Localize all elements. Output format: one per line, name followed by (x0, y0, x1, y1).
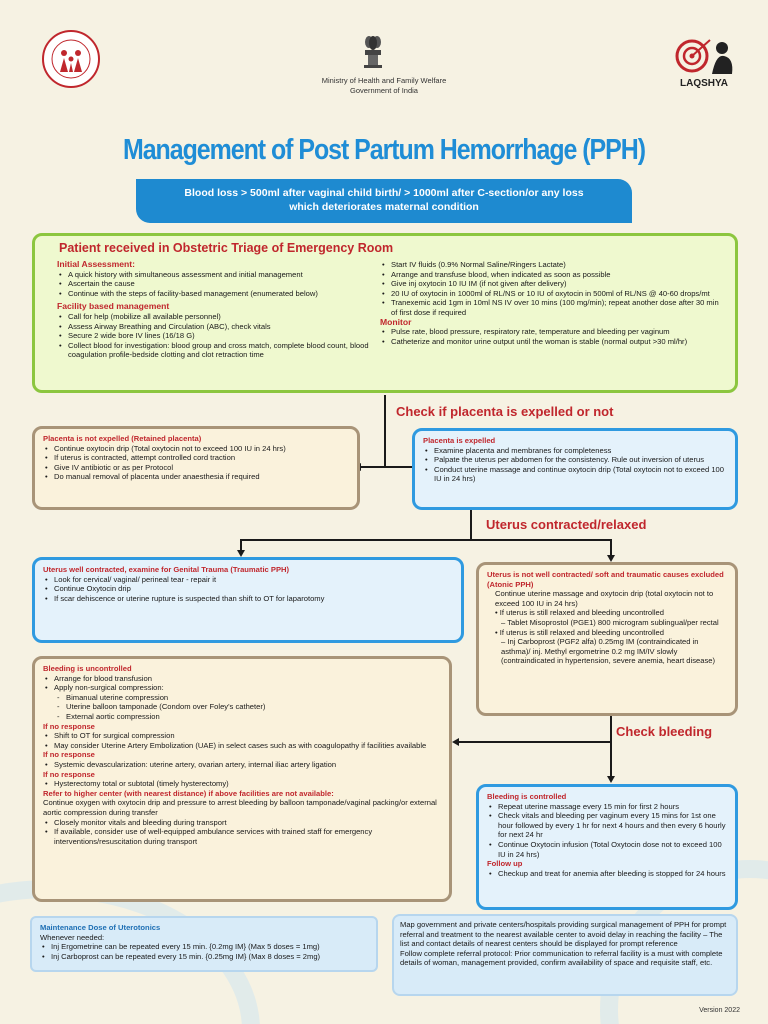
atonic-step: • If uterus is still relaxed and bleeding uncontrolled (495, 608, 664, 618)
refer-list (43, 818, 441, 847)
placenta-not-expelled-heading: Placenta is not expelled (Retained placenta) (43, 434, 202, 443)
list-item: • If uterus is contracted, attempt controlled cord traction (43, 453, 349, 463)
list-item: • Pulse rate, blood pressure, respiratory rate, temperature and bleeding per vaginum (380, 327, 720, 337)
list-item: • Inj Ergometrine can be repeated every 15 min. {0.2mg IM} (Max 5 doses = 1mg) (40, 942, 368, 952)
list-item: • Conduct uterine massage and continue oxytocin drip (Total oxytocin not to exceed 100 IU in 24 hrs) (423, 465, 727, 484)
flow-arrow (452, 738, 459, 746)
list-item: - Bimanual uterine compression (55, 693, 441, 703)
list-item: • Secure 2 wide bore IV lines (16/18 G) (57, 331, 377, 341)
bleeding-uncontrolled-box (32, 656, 452, 902)
flow-arrow (607, 776, 615, 783)
list-item: • Checkup and treat for anemia after bleeding is stopped for 24 hours (487, 869, 727, 879)
follow-up-heading: Follow up (487, 859, 523, 869)
atonic-pph-heading: Uterus is not well contracted/ soft and traumatic causes excluded (Atonic PPH) (487, 570, 724, 589)
laqshya-wordmark: LAQSHYA (680, 78, 728, 89)
list-item: • Collect blood for investigation: blood group and cross match, complete blood count, blood coagulation profile-bedside clotting and clot retraction time (57, 341, 377, 360)
traumatic-pph-heading: Uterus well contracted, examine for Genital Trauma (Traumatic PPH) (43, 565, 290, 574)
laqshya-logo (672, 36, 742, 92)
uterus-contracted-label: Uterus contracted/relaxed (486, 517, 647, 532)
page-title: Management of Post Partum Hemorrhage (PPH) (122, 134, 646, 166)
referral-note-para-1: Map government and private centers/hospitals providing surgical management of PPH for prompt referral and treatment to the nearest available center to avoid delay in reaching the facility – The list and contact details of nearest centers should be displayed for prompt reference (400, 920, 727, 949)
list-item: • Palpate the uterus per abdomen for the consistency. Rule out inversion of uterus (423, 455, 727, 465)
refer-text: Continue oxygen with oxytocin drip and pressure to arrest bleeding by balloon tamponade/vaginal packing/or external aortic compression during transfer (43, 798, 437, 817)
bleeding-controlled-box (476, 784, 738, 910)
list-item: • Continue Oxytocin infusion (Total Oxytocin dose not to exceed 100 IU in 24 hrs) (487, 840, 727, 859)
atonic-pph-box (476, 562, 738, 716)
placenta-expelled-list (423, 446, 727, 484)
list-item: • If available, consider use of well-equipped ambulance services with trained staff for emergency interventions/resuscitation during transport (43, 827, 441, 846)
atonic-step: Continue uterine massage and oxytocin drip (total oxytocin not to exceed 100 IU in 24 hrs) (495, 589, 714, 608)
list-item: - Uterine balloon tamponade (Condom over Foley's catheter) (55, 702, 441, 712)
national-emblem (362, 32, 384, 72)
list-item: • A quick history with simultaneous assessment and initial management (57, 270, 377, 280)
no-response-list-2 (43, 760, 441, 770)
ministry-line-1: Ministry of Health and Family Welfare (321, 76, 447, 85)
facility-management-heading: Facility based management (57, 301, 170, 312)
no-response-list-3 (43, 779, 441, 789)
monitor-heading: Monitor (380, 316, 412, 327)
list-item: • May consider Uterine Artery Embolization (UAE) in select cases such as with coagulopathy if facilities available (43, 741, 441, 751)
no-response-label: If no response (43, 721, 95, 731)
referral-note-box (392, 914, 738, 996)
version-label: Version 2022 (699, 1007, 740, 1014)
check-placenta-label: Check if placenta is expelled or not (396, 404, 614, 419)
list-item: • Inj Carboprost can be repeated every 15 min. {0.25mg IM} (Max 8 doses = 2mg) (40, 952, 368, 962)
maintenance-dose-box (30, 916, 378, 972)
flow-connector (470, 510, 472, 540)
placenta-not-expelled-box (32, 426, 360, 510)
check-bleeding-label: Check bleeding (616, 724, 713, 739)
list-item: • Hysterectomy total or subtotal (timely hysterectomy) (43, 779, 441, 789)
traumatic-pph-list (43, 575, 453, 604)
maintenance-sub: Whenever needed: (40, 932, 105, 942)
initial-assessment-list (57, 270, 377, 299)
follow-up-list (487, 869, 727, 879)
list-item: • Do manual removal of placenta under anaesthesia if required (43, 472, 349, 482)
monitor-list (380, 327, 720, 346)
list-item: • Shift to OT for surgical compression (43, 731, 441, 741)
flow-connector (610, 716, 612, 778)
atonic-pph-steps (487, 589, 727, 666)
ministry-line-2: Government of India (350, 86, 418, 95)
list-item: • Continue Oxytocin drip (43, 584, 453, 594)
definition-banner (136, 179, 632, 223)
facility-management-list (57, 312, 377, 360)
traumatic-pph-box (32, 557, 464, 643)
triage-treatment-list (380, 260, 720, 318)
ministry-header (0, 76, 768, 96)
controlled-list (487, 802, 727, 860)
referral-note-para-2: Follow complete referral protocol: Prior communication to referral facility is a must with complete details of woman, management provided, confirm availability of space and requisite staff, etc. (400, 948, 723, 968)
list-item: • Examine placenta and membranes for completeness (423, 446, 727, 456)
list-item: • Ascertain the cause (57, 279, 377, 289)
list-item: • Closely monitor vitals and bleeding during transport (43, 818, 441, 828)
flow-arrow (607, 555, 615, 562)
no-response-list-1 (43, 731, 441, 750)
atonic-step: – Inj Carboprost (PGF2 alfa) 0.25mg IM (contraindicated in asthma)/ inj. Methyl ergometrine 0.2 mg IM/IV slowly (contraindicated in hypertension, severe anemia, heart disease) (501, 637, 716, 666)
list-item: • Systemic devascularization: uterine artery, ovarian artery, internal iliac artery ligation (43, 760, 441, 770)
compression-list (43, 693, 441, 722)
triage-heading: Patient received in Obstetric Triage of Emergency Room (59, 241, 394, 255)
bleeding-uncontrolled-heading: Bleeding is uncontrolled (43, 664, 132, 673)
list-item: • Call for help (mobilize all available personnel) (57, 312, 377, 322)
list-item: • Continue with the steps of facility-based management (enumerated below) (57, 289, 377, 299)
maintenance-heading: Maintenance Dose of Uterotonics (40, 923, 161, 932)
list-item: • If scar dehiscence or uterine rupture is suspected than shift to OT for laparotomy (43, 594, 453, 604)
list-item: • Apply non-surgical compression: (43, 683, 441, 693)
placenta-not-expelled-list (43, 444, 349, 482)
list-item: • Give inj oxytocin 10 IU IM (if not given after delivery) (380, 279, 720, 289)
list-item: • 20 IU of oxytocin in 1000ml of RL/NS or 10 IU of oxytocin in 500ml of RL/NS @ 40-60 drops/mt (380, 289, 720, 299)
flow-arrow (237, 550, 245, 557)
list-item: • Tranexemic acid 1gm in 10ml NS IV over 10 mins (100 mg/min); repeat another dose after 30 min of first dose if required (380, 298, 720, 317)
atonic-step: – Tablet Misoprostol (PGE1) 800 microgram sublingual/per rectal (501, 617, 719, 627)
list-item: • Continue oxytocin drip (Total oxytocin not to exceed 100 IU in 24 hrs) (43, 444, 349, 454)
uncontrolled-list (43, 674, 441, 693)
list-item: • Catheterize and monitor urine output until the woman is stable (normal output >30 ml/hr) (380, 337, 720, 347)
placenta-expelled-heading: Placenta is expelled (423, 436, 496, 445)
flow-connector (240, 539, 612, 541)
list-item: • Look for cervical/ vaginal/ perineal tear - repair it (43, 575, 453, 585)
flow-connector (458, 741, 611, 743)
triage-box (32, 233, 738, 393)
list-item: • Arrange and transfuse blood, when indicated as soon as possible (380, 270, 720, 280)
maintenance-list (40, 942, 368, 961)
initial-assessment-heading: Initial Assessment: (57, 259, 136, 269)
list-item: • Give IV antibiotic or as per Protocol (43, 463, 349, 473)
bleeding-controlled-heading: Bleeding is controlled (487, 792, 567, 801)
placenta-expelled-box (412, 428, 738, 510)
list-item: • Repeat uterine massage every 15 min for first 2 hours (487, 802, 727, 812)
list-item: - External aortic compression (55, 712, 441, 722)
banner-line-1: Blood loss > 500ml after vaginal child birth/ > 1000ml after C-section/or any loss (184, 187, 584, 199)
no-response-label: If no response (43, 769, 95, 779)
refer-heading: Refer to higher center (with nearest distance) if above facilities are not available: (43, 788, 334, 798)
list-item: • Check vitals and bleeding per vaginum every 15 mins for 1st one hour followed by every 1 hr for next 4 hours and then every 6 hourly for next 24 hr (487, 811, 727, 840)
no-response-label: If no response (43, 750, 95, 760)
list-item: • Start IV fluids (0.9% Normal Saline/Ringers Lactate) (380, 260, 720, 270)
list-item: • Arrange for blood transfusion (43, 674, 441, 684)
list-item: • Assess Airway Breathing and Circulation (ABC), check vitals (57, 322, 377, 332)
flow-connector (384, 395, 386, 467)
banner-line-2: which deteriorates maternal condition (289, 201, 479, 213)
atonic-step: • If uterus is still relaxed and bleeding uncontrolled (495, 627, 664, 637)
